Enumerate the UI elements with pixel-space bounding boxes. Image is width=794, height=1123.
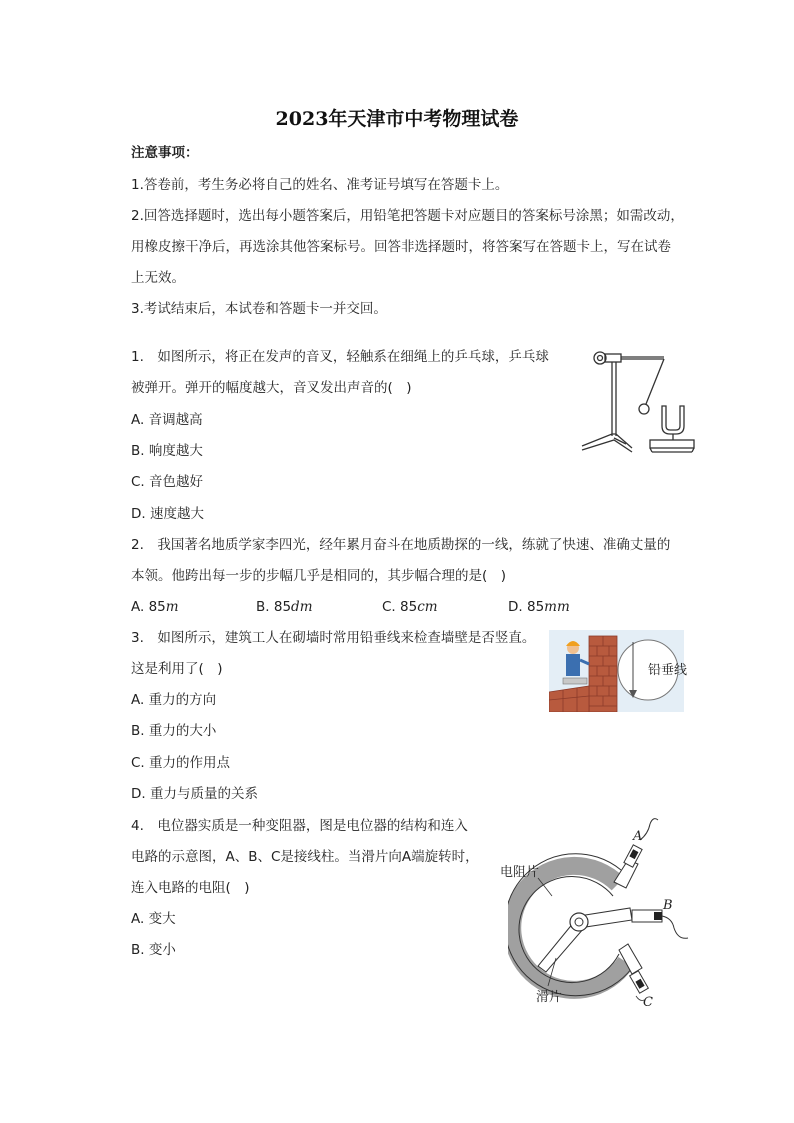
resistor-strip-label: 电阻片 <box>500 865 540 880</box>
option-letter: C. <box>382 599 396 615</box>
notice-heading: 注意事项： <box>131 145 199 161</box>
question-4-option-a[interactable]: A. 变大 <box>131 911 176 927</box>
question-2-text: 本领。他跨出每一步的步幅几乎是相同的，其步幅合理的是( ) <box>131 568 507 584</box>
question-1-option-b[interactable]: B. 响度越大 <box>131 443 203 459</box>
page-title: 2023年天津市中考物理试卷 <box>275 108 519 130</box>
question-4-option-b[interactable]: B. 变小 <box>131 942 176 958</box>
plumb-line-label: 铅垂线 <box>648 663 688 678</box>
option-number: 85 <box>400 599 418 615</box>
question-4-text: 连入电路的电阻( ) <box>131 880 250 896</box>
option-number: 85 <box>526 599 545 615</box>
question-3-option-b[interactable]: B. 重力的大小 <box>131 723 217 739</box>
question-3-text: 3. 如图所示，建筑工人在砌墙时常用铅垂线来检查墙壁是否竖直。 <box>131 630 536 646</box>
notice-item: 上无效。 <box>131 270 185 286</box>
terminal-b-label: B <box>663 898 673 913</box>
question-3-option-d[interactable]: D. 重力与质量的关系 <box>131 786 258 802</box>
tuning-fork-figure <box>576 344 696 456</box>
notice-item: 用橡皮擦干净后，再选涂其他答案标号。回答非选择题时，将答案写在答题卡上，写在试卷 <box>131 239 671 255</box>
option-letter: A. <box>131 599 145 615</box>
question-1-option-d[interactable]: D. 速度越大 <box>131 506 204 522</box>
question-3-text: 这是利用了( ) <box>131 661 223 677</box>
option-letter: D. <box>508 599 523 615</box>
option-number: 85 <box>273 599 292 615</box>
question-2-option-a[interactable] <box>131 598 179 616</box>
notice-item: 3.考试结束后，本试卷和答题卡一并交回。 <box>131 301 387 317</box>
question-3-option-a[interactable]: A. 重力的方向 <box>131 692 217 708</box>
slider-label: 滑片 <box>536 990 563 1005</box>
question-1-text: 1. 如图所示，将正在发声的音叉，轻触系在细绳上的乒乓球，乒乓球 <box>131 349 549 365</box>
terminal-c-label: C <box>643 995 653 1010</box>
question-2-text: 2. 我国著名地质学家李四光，经年累月奋斗在地质勘探的一线，练就了快速、准确丈量的 <box>131 537 671 553</box>
question-3-option-c[interactable]: C. 重力的作用点 <box>131 755 231 771</box>
question-1-option-c[interactable]: C. 音色越好 <box>131 474 204 490</box>
question-2-option-d[interactable] <box>508 598 570 616</box>
question-4-text: 电路的示意图，A、B、C是接线柱。当滑片向A端旋转时， <box>131 849 479 865</box>
question-4-text: 4. 电位器实质是一种变阻器，图是电位器的结构和连入 <box>131 818 468 834</box>
option-number: 85 <box>148 599 166 615</box>
option-unit: mm <box>544 599 570 615</box>
notice-item: 2.回答选择题时，选出每小题答案后，用铅笔把答题卡对应题目的答案标号涂黑；如需改动， <box>131 208 684 224</box>
question-1-text: 被弹开。弹开的幅度越大，音叉发出声音的( ) <box>131 380 412 396</box>
option-letter: B. <box>256 599 270 615</box>
option-unit: cm <box>417 599 438 615</box>
question-2-option-c[interactable] <box>382 598 438 616</box>
question-2-option-b[interactable] <box>256 598 313 616</box>
question-1-option-a[interactable]: A. 音调越高 <box>131 412 203 428</box>
terminal-a-label: A <box>633 829 643 844</box>
option-unit: dm <box>291 599 313 615</box>
option-unit: m <box>165 599 179 615</box>
notice-item: 1.答卷前，考生务必将自己的姓名、准考证号填写在答题卡上。 <box>131 177 509 193</box>
